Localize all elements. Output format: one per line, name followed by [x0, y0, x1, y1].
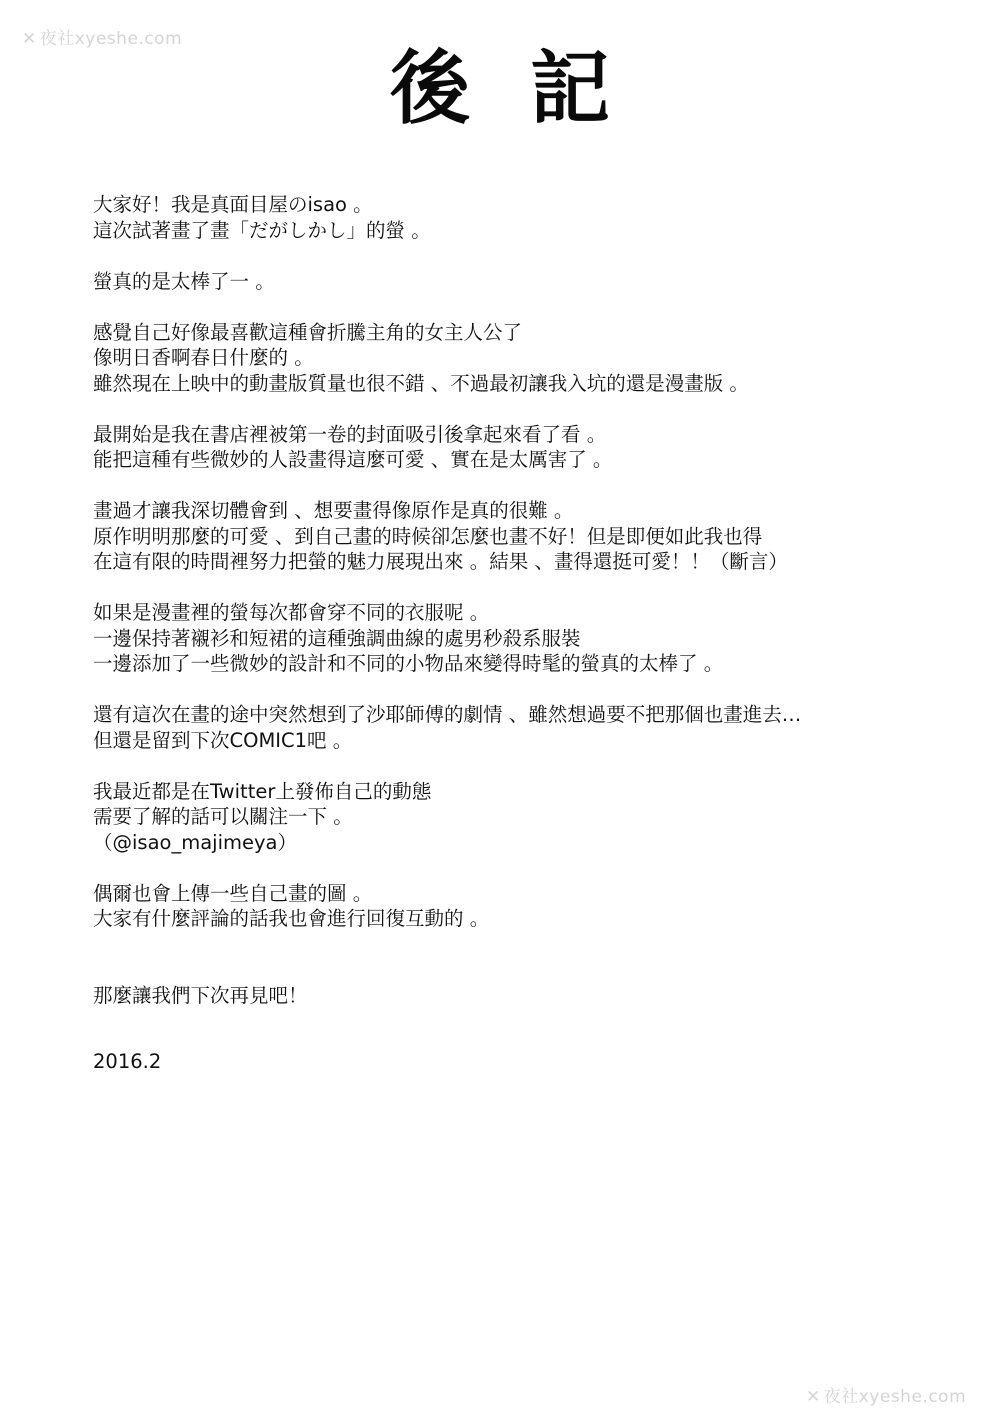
paragraph [93, 702, 953, 753]
text-line: 這次試著畫了畫「だがしかし」的螢 。 [93, 218, 431, 242]
paragraph [93, 422, 953, 473]
text-line: 大家有什麼評論的話我也會進行回復互動的 。 [93, 907, 490, 930]
text-line: 感覺自己好像最喜歡這種會折騰主角的女主人公了 [93, 320, 523, 344]
watermark-logo-icon: ✕ [806, 1387, 821, 1407]
paragraph [93, 192, 953, 243]
text-line: （@isao_majimeya） [93, 830, 297, 854]
watermark-logo-icon: ✕ [22, 29, 37, 49]
text-line: 原作明明那麼的可愛 、到自己畫的時候卻怎麼也畫不好！但是即便如此我也得 [93, 524, 763, 548]
paragraph [93, 881, 953, 932]
paragraph [93, 983, 953, 1009]
paragraph [93, 320, 953, 397]
text-line: 能把這種有些微妙的人設畫得這麼可愛 、實在是太厲害了 。 [93, 448, 613, 471]
text-line: 雖然現在上映中的動畫版質量也很不錯 、不過最初讓我入坑的還是漫畫版 。 [93, 371, 749, 395]
text-line: 還有這次在畫的途中突然想到了沙耶師傅的劇情 、雖然想過要不把那個也畫進去… [93, 703, 802, 726]
text-line: 螢真的是太棒了一 。 [93, 269, 275, 293]
page-title: 後記 [390, 41, 670, 135]
text-line: 一邊保持著襯衫和短裙的這種強調曲線的處男秒殺系服裝 [93, 626, 581, 650]
text-line: 但還是留到下次COMIC1吧 。 [93, 728, 353, 752]
text-line: 像明日香啊春日什麼的 。 [93, 346, 314, 369]
text-line: 大家好！我是真面目屋のisao 。 [93, 193, 373, 216]
text-line: 畫過才讓我深切體會到 、想要畫得像原作是真的很難 。 [93, 499, 574, 522]
date-text: 2016.2 [93, 1050, 162, 1073]
watermark-bottom [806, 1382, 966, 1407]
text-line: 需要了解的話可以關注一下 。 [93, 805, 353, 828]
paragraph [93, 600, 953, 677]
watermark-text: 夜社xyeshe.com [39, 29, 183, 49]
afterword-body [93, 192, 953, 1034]
text-line: 如果是漫畫裡的螢每次都會穿不同的衣服呢 。 [93, 601, 490, 624]
text-line: 那麼讓我們下次再見吧！ [93, 983, 308, 1007]
text-line: 最開始是我在書店裡被第一卷的封面吸引後拿起來看了看 。 [93, 422, 607, 446]
text-line: 偶爾也會上傳一些自己畫的圖 。 [93, 881, 373, 905]
text-line: 在這有限的時間裡努力把螢的魅力展現出來 。結果 、畫得還挺可愛！！（斷言） [93, 550, 788, 573]
paragraph [93, 498, 953, 575]
paragraph [93, 269, 953, 295]
text-line: 我最近都是在Twitter上發佈自己的動態 [93, 779, 432, 803]
paragraph [93, 779, 953, 856]
text-line: 一邊添加了一些微妙的設計和不同的小物品來變得時髦的螢真的太棒了 。 [93, 652, 724, 675]
watermark-text: 夜社xyeshe.com [823, 1387, 967, 1407]
